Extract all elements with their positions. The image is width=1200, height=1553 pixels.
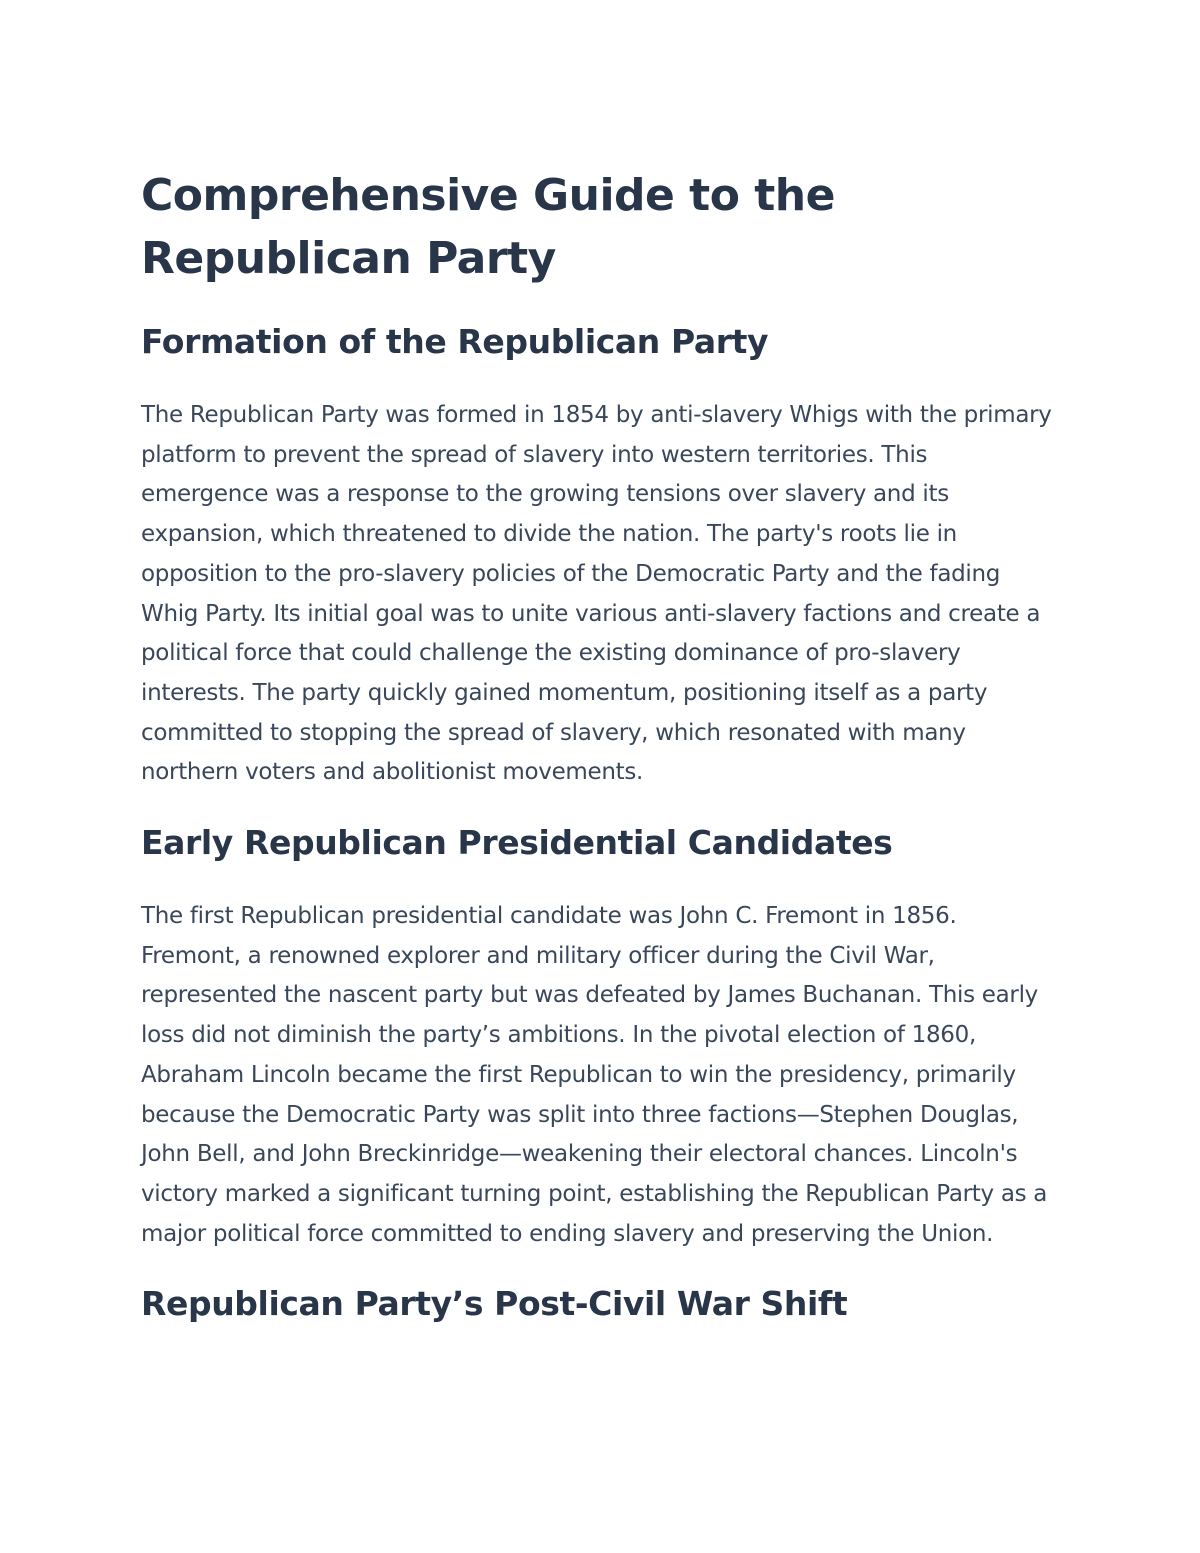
section-body-formation: The Republican Party was formed in 1854 by anti-slavery Whigs with the primary platform to prevent the spread of slavery into western territories. This emergence was a response to the growing tensions over slavery and its expansion, which threatened to divide the nation. The party's roots lie in opposition to the pro-slavery policies of the Democratic Party and the fading Whig Party. Its initial goal was to unite various anti-slavery factions and create a political force that could challenge the existing dominance of pro-slavery interests. The party quickly gained momentum, positioning itself as a party committed to stopping the spread of slavery, which resonated with many northern voters and abolitionist movements. xyxy=(141,402,1052,786)
section-body-early-candidates: The first Republican presidential candidate was John C. Fremont in 1856. Fremont, a renowned explorer and military officer during the Civil War, represented the nascent party but was defeated by James Buchanan. This early loss did not diminish the party’s ambitions. In the pivotal election of 1860, Abraham Lincoln became the first Republican to win the presidency, primarily because the Democratic Party was split into three factions—Stephen Douglas, John Bell, and John Breckinridge—weakening their electoral chances. Lincoln's victory marked a significant turning point, establishing the Republican Party as a major political force committed to ending slavery and preserving the Union. xyxy=(141,903,1048,1247)
section-heading-formation: Formation of the Republican Party xyxy=(141,322,769,361)
section-heading-post-civil-war: Republican Party’s Post-Civil War Shift xyxy=(141,1284,848,1324)
document-page xyxy=(141,164,1061,1328)
section-heading-early-candidates: Early Republican Presidential Candidates xyxy=(141,823,893,863)
document-title: Comprehensive Guide to the Republican Party xyxy=(141,170,835,284)
